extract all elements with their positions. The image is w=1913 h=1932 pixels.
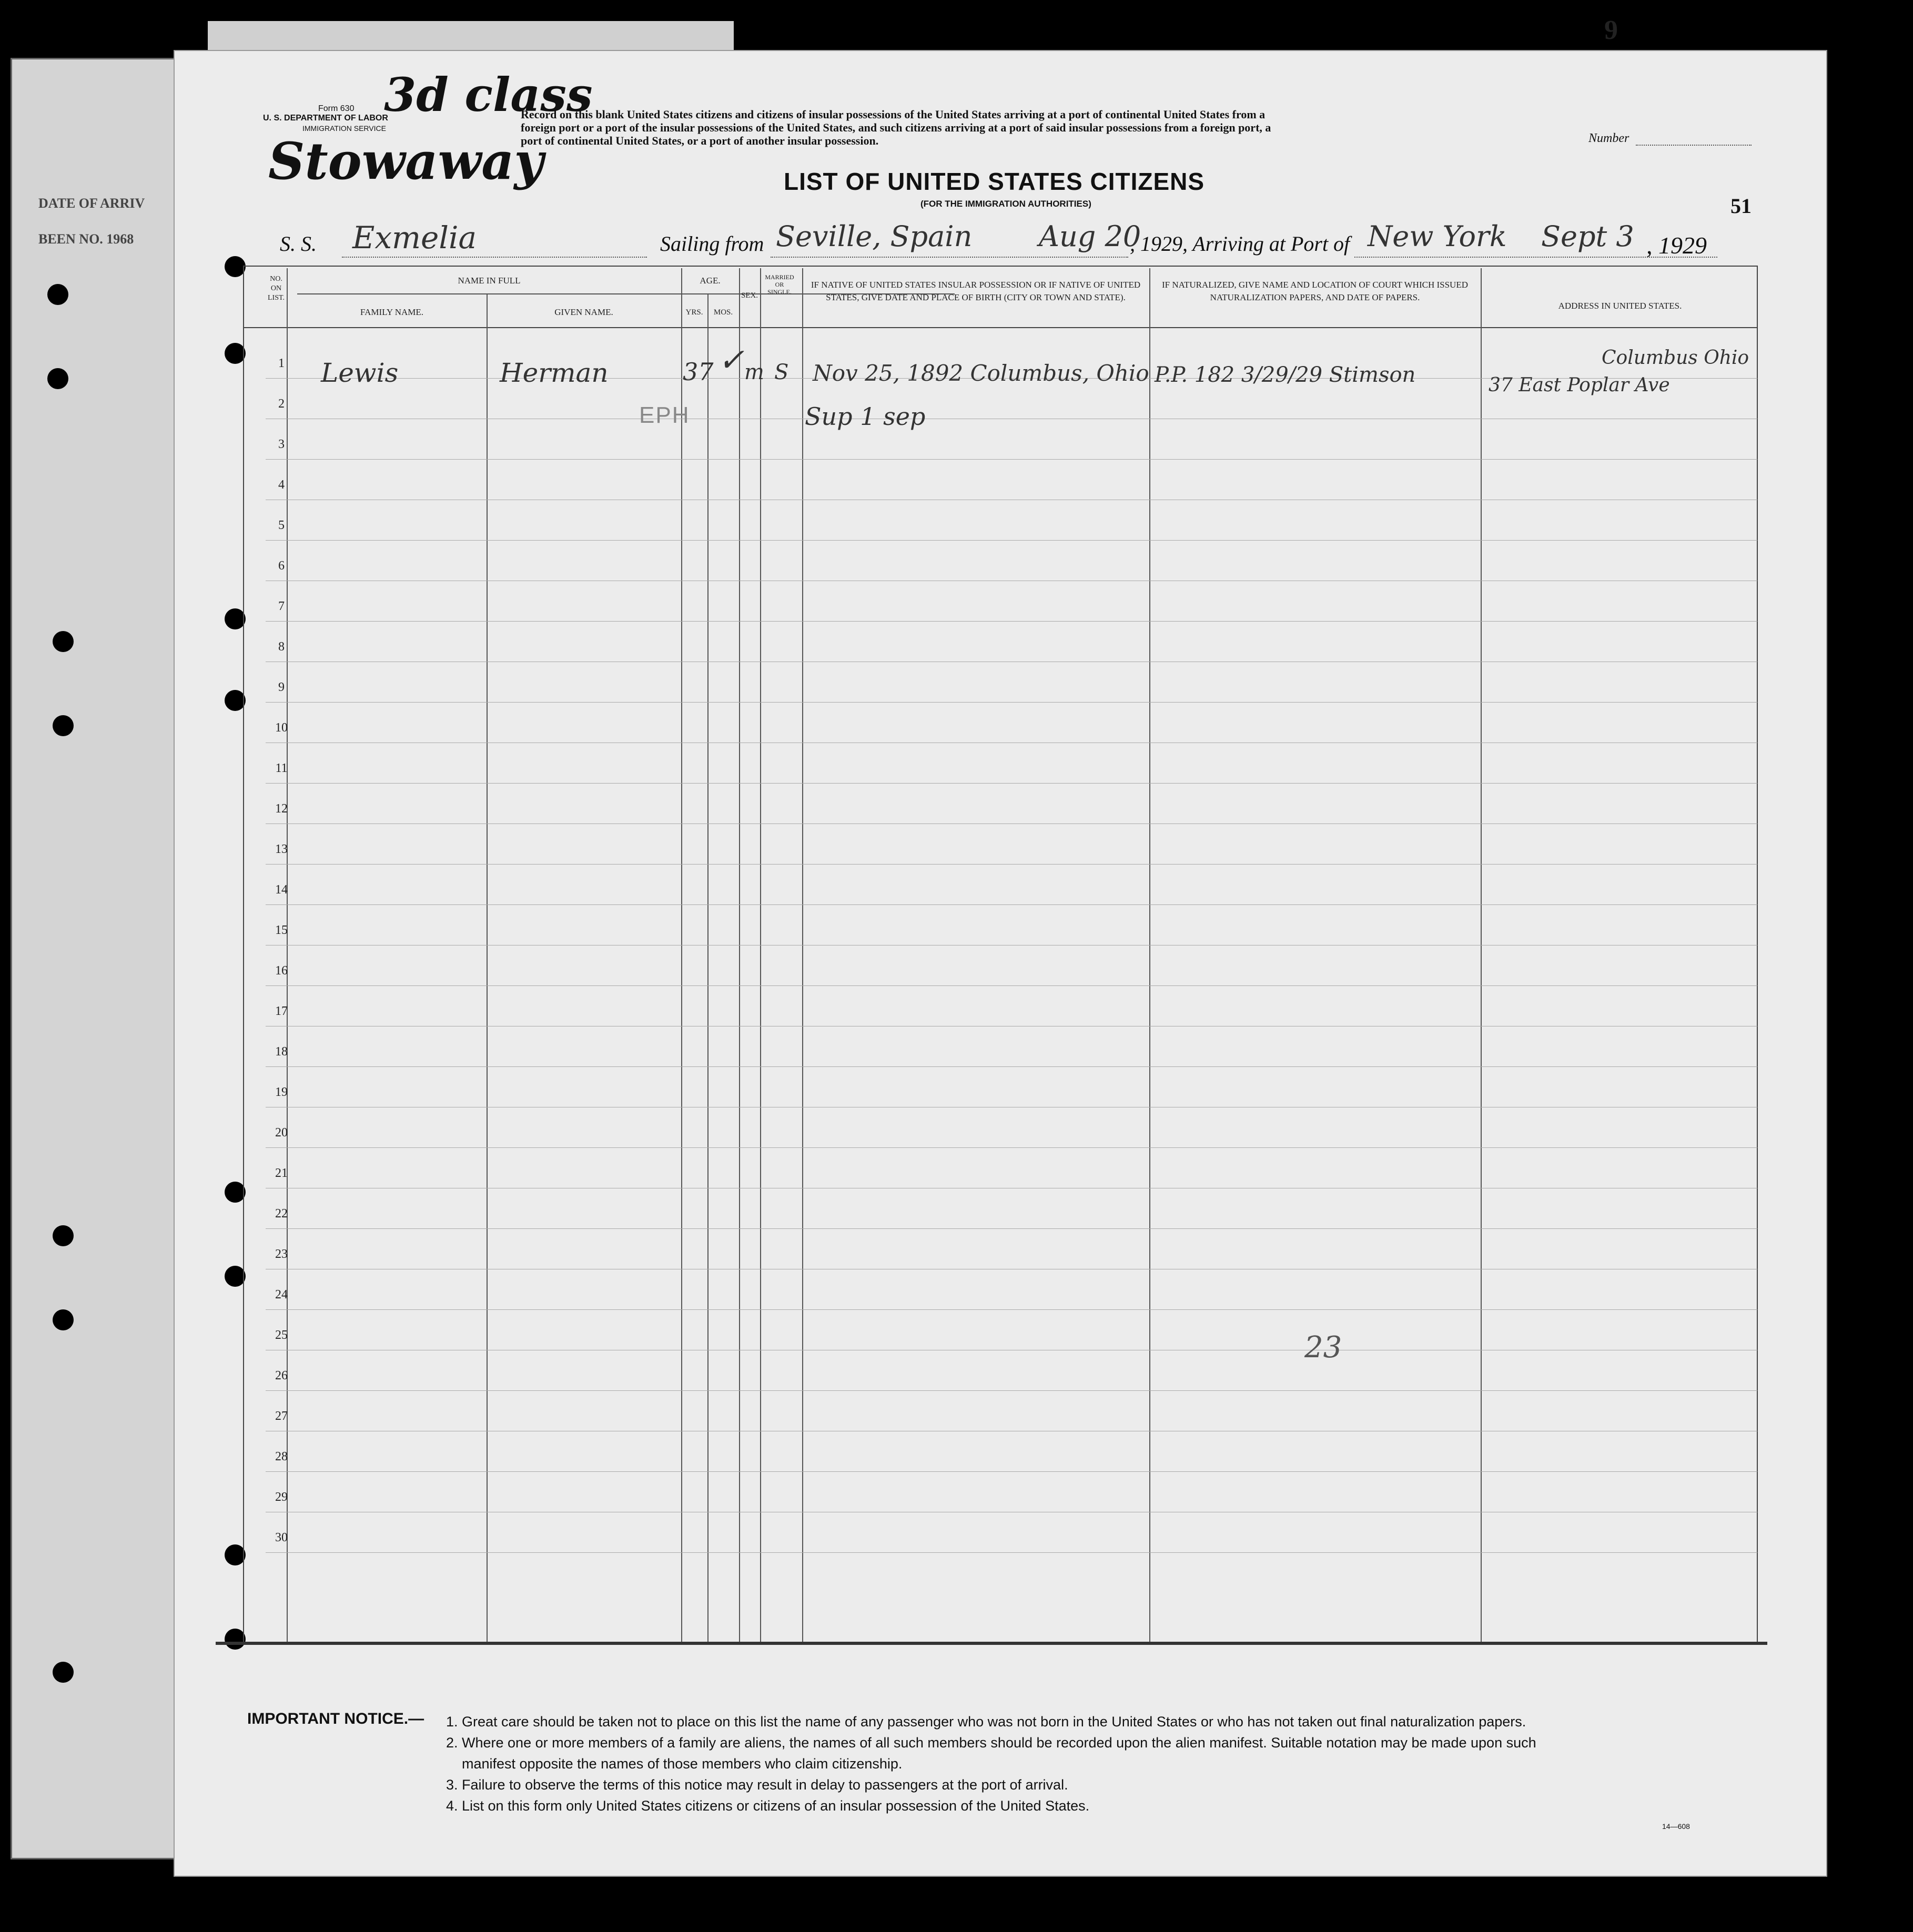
col-line (681, 268, 682, 1643)
row-number: 1 (278, 357, 285, 370)
row-line (266, 702, 1757, 703)
row-number: 29 (275, 1490, 288, 1504)
row-number: 13 (275, 842, 288, 856)
row-number: 14 (275, 883, 288, 897)
arrival-port: New York (1368, 220, 1507, 253)
entry-sex: m (744, 360, 764, 384)
col-sex: SEX. (741, 291, 758, 300)
underlying-stamp (38, 186, 145, 257)
entry-given-name: Herman (500, 358, 609, 388)
row-number: 5 (278, 518, 285, 532)
row-line (266, 1390, 1757, 1391)
row-line (266, 621, 1757, 622)
row-number: 24 (275, 1288, 288, 1301)
entry-naturalized: P.P. 182 3/29/29 Stimson (1155, 363, 1416, 387)
row-number: 23 (275, 1247, 288, 1261)
ship-name: Exmelia (352, 220, 477, 256)
notice-item: 1. Great care should be taken not to place on this list the name of any passenger who was not born in the United States or who has not taken out final naturalization papers. (446, 1714, 1526, 1730)
sailing-year: , 1929, Arriving at Port of (1130, 232, 1350, 256)
form-title: LIST OF UNITED STATES CITIZENS (784, 168, 1205, 195)
col-name-in-full: NAME IN FULL (458, 276, 521, 286)
col-age: AGE. (700, 276, 721, 286)
notice-item: manifest opposite the names of those members who claim citizenship. (462, 1756, 903, 1772)
row-line (266, 1309, 1757, 1310)
instruction-line: foreign port or a port of the insular possessions of the United States, and such citizens arriving at a port of said insular possessions from a foreign port, a (521, 121, 1271, 134)
row-number: 30 (275, 1531, 288, 1544)
row-number: 10 (275, 721, 288, 735)
sailing-label: Sailing from (660, 232, 764, 256)
row-line (266, 540, 1757, 541)
header-rule (243, 327, 1758, 328)
row-number: 17 (275, 1004, 288, 1018)
col-given-name: GIVEN NAME. (554, 307, 613, 317)
entry-birth: Nov 25, 1892 Columbus, Ohio (813, 360, 1149, 386)
row-line (266, 1147, 1757, 1148)
print-code: 14—608 (1662, 1822, 1690, 1831)
col-line (1481, 268, 1482, 1643)
punch-hole (225, 608, 246, 629)
row-number: 6 (278, 559, 285, 573)
row-line (266, 985, 1757, 986)
sailing-date: Aug 20 (1039, 220, 1141, 253)
entry-age: 37 (683, 358, 714, 386)
page-number: 51 (1730, 194, 1752, 218)
row-number: 18 (275, 1045, 288, 1059)
punch-hole (53, 1662, 74, 1683)
notice-list (446, 1711, 1536, 1816)
arrival-port-field (1354, 257, 1717, 258)
punch-hole (53, 631, 74, 652)
punch-hole (225, 1182, 246, 1203)
entry-married: S (774, 360, 789, 384)
row-number: 7 (278, 599, 285, 613)
row-number: 28 (275, 1450, 288, 1463)
row-number: 11 (275, 761, 288, 775)
entry-family-name: Lewis (321, 358, 399, 388)
punch-hole (47, 284, 68, 305)
corner-number: 9 (1604, 15, 1618, 45)
instruction-line: port of continental United States, or a port of another insular possession. (521, 134, 879, 147)
row-line (266, 459, 1757, 460)
row-number: 12 (275, 802, 288, 816)
arrival-date: Sept 3 (1541, 220, 1634, 253)
notice-item: 4. List on this form only United States citizens or citizens of an insular possession of the United States. (446, 1798, 1090, 1814)
row-line (266, 1471, 1757, 1472)
row-number: 22 (275, 1207, 288, 1221)
manifest-table (243, 266, 1758, 1643)
row-number: 16 (275, 964, 288, 978)
row2-note: Sup 1 sep (805, 402, 926, 431)
col-line (487, 293, 488, 1643)
department: U. S. DEPARTMENT OF LABOR (263, 114, 388, 123)
col-address: ADDRESS IN UNITED STATES. (1558, 301, 1682, 311)
col-mos: MOS. (713, 308, 733, 317)
notice-item: 2. Where one or more members of a family are aliens, the names of all such members should be recorded upon the alien manifest. Suitable notation may be made upon such (446, 1735, 1536, 1751)
form-instructions (521, 108, 1271, 147)
punch-hole (225, 1266, 246, 1287)
punch-hole (47, 368, 68, 389)
row-number: 9 (278, 680, 285, 694)
entry-address-street: 37 East Poplar Ave (1489, 374, 1670, 396)
class-annotation: 3d class (384, 67, 593, 122)
punch-hole (53, 1309, 74, 1330)
bottom-rule (216, 1642, 1767, 1645)
number-field (1636, 145, 1752, 146)
punch-hole (225, 343, 246, 364)
notice-item: 3. Failure to observe the terms of this notice may result in delay to passengers at the port of arrival. (446, 1777, 1068, 1793)
instruction-line: Record on this blank United States citizens and citizens of insular possessions of the United States arriving at a port of continental United States from a (521, 108, 1266, 121)
row-number: 3 (278, 438, 285, 451)
punch-hole (225, 690, 246, 711)
col-line (760, 268, 761, 1643)
col-line (802, 268, 803, 1643)
col-no: NO. ON LIST. (267, 275, 285, 302)
col-yrs: YRS. (685, 308, 703, 317)
row-line (266, 1066, 1757, 1067)
col-line (287, 268, 288, 1643)
punch-hole (53, 1225, 74, 1246)
form-subtitle: (FOR THE IMMIGRATION AUTHORITIES) (920, 199, 1091, 209)
row-line (266, 783, 1757, 784)
notice-heading: IMPORTANT NOTICE.— (247, 1710, 424, 1727)
row-number: 27 (275, 1409, 288, 1423)
service: IMMIGRATION SERVICE (302, 124, 386, 133)
row-number: 26 (275, 1369, 288, 1382)
stamp-line: BEEN NO. 1968 (38, 231, 134, 247)
row-line (266, 904, 1757, 905)
stowaway-annotation: Stowaway (268, 131, 544, 191)
row-line (266, 864, 1757, 865)
col-line (1149, 268, 1150, 1643)
col-family-name: FAMILY NAME. (360, 307, 424, 317)
row-number: 19 (275, 1085, 288, 1099)
form-number: Form 630 (318, 104, 355, 113)
from-port-field (771, 257, 1128, 258)
stamp-line: DATE OF ARRIV (38, 196, 145, 211)
row-number: 2 (278, 397, 285, 411)
row-number: 20 (275, 1126, 288, 1140)
row-number: 25 (275, 1328, 288, 1342)
ship-field (342, 257, 647, 258)
entry-address-city: Columbus Ohio (1602, 347, 1749, 369)
col-birth: IF NATIVE OF UNITED STATES INSULAR POSSESSION OR IF NATIVE OF UNITED STATES, GIVE DATE AND PLACE OF BIRTH (CITY OR TOWN AND STATE). (811, 280, 1141, 302)
col-line (707, 293, 708, 1643)
row-number: 15 (275, 923, 288, 937)
row-number: 21 (275, 1166, 288, 1180)
number-label: Number (1588, 131, 1629, 145)
punch-hole (53, 715, 74, 736)
col-line (739, 268, 740, 1643)
col-naturalized: IF NATURALIZED, GIVE NAME AND LOCATION OF COURT WHICH ISSUED NATURALIZATION PAPERS, AND DATE OF PAPERS. (1161, 280, 1468, 302)
row-number: 4 (278, 478, 285, 492)
row2-stamp: EPH (639, 402, 690, 428)
row-line (266, 1228, 1757, 1229)
punch-hole (225, 256, 246, 277)
col-married: MARRIED OR SINGLE. (765, 273, 794, 296)
row-number: 8 (278, 640, 285, 654)
punch-hole (225, 1544, 246, 1565)
row-line (266, 823, 1757, 824)
ss-label: S. S. (280, 232, 317, 256)
punch-hole (225, 1629, 246, 1650)
arrival-year: , 1929 (1646, 232, 1707, 259)
tally-annotation: 23 (1304, 1330, 1342, 1365)
from-port: Seville, Spain (776, 220, 973, 253)
row-line (266, 1552, 1757, 1553)
entry-check: ✓ (718, 342, 745, 379)
